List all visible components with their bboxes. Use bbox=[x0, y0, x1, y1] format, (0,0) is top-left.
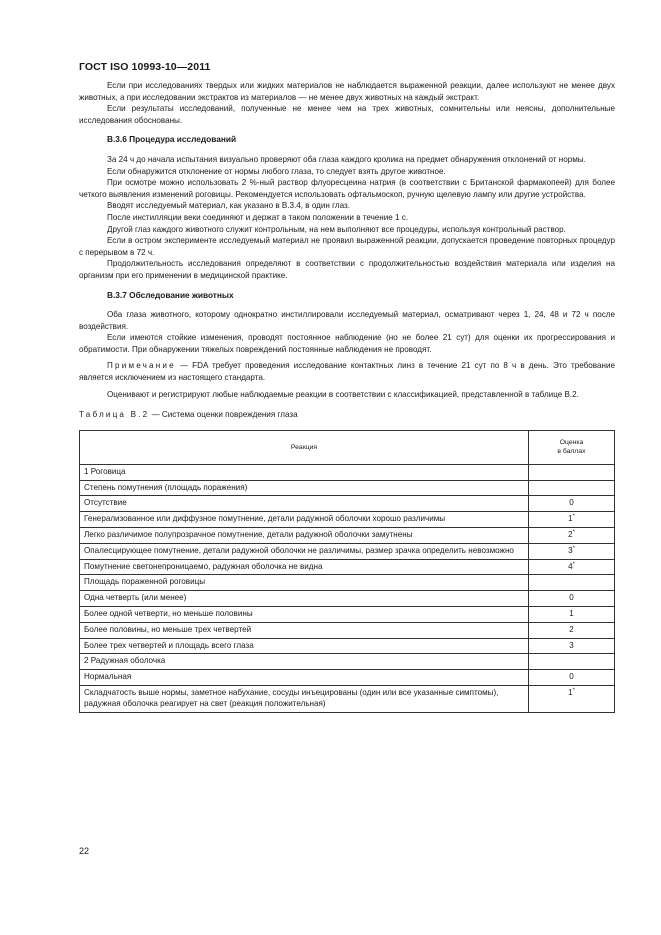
reaction-cell: Одна четверть (или менее) bbox=[80, 591, 529, 607]
table-caption-label: Таблица В.2 bbox=[79, 410, 150, 420]
page-number: 22 bbox=[79, 846, 90, 856]
score-cell bbox=[529, 654, 615, 670]
table-caption-text: — Система оценки повреждения глаза bbox=[149, 410, 298, 420]
score-cell bbox=[529, 670, 615, 686]
score-cell bbox=[529, 464, 615, 480]
table-row bbox=[80, 638, 615, 654]
paragraph: После инстилляции веки соединяют и держат в таком положении в течение 1 с. bbox=[107, 212, 409, 222]
reaction-cell: Площадь пораженной роговицы bbox=[80, 575, 529, 591]
score-cell bbox=[529, 543, 615, 559]
score-value: 2 bbox=[569, 624, 574, 634]
score-value: 0 bbox=[569, 593, 574, 603]
paragraph: Другой глаз каждого животного служит контрольным, на нем выполняют все процедуры, используя контрольный раствор. bbox=[107, 224, 566, 234]
section-heading-b37: В.3.7 Обследование животных bbox=[107, 289, 234, 300]
score-cell bbox=[529, 496, 615, 512]
paragraph: За 24 ч до начала испытания визуально проверяют оба глаза каждого кролика на предмет обнаружения отклонений от нормы. bbox=[107, 154, 586, 164]
reaction-cell: Опалесцирующее помутнение, детали радужной оболочки не различимы, размер зрачка определить невозможно bbox=[80, 543, 529, 559]
table-row bbox=[80, 496, 615, 512]
paragraph: При осмотре можно использовать 2 %-ный раствор флуоресцеина натрия (в соответствии с Британской фармакопеей) для более четкого выявления изменений роговицы. Рекомендуется использовать офтальмоскоп, ручную щелевую лампу или другие устройства. bbox=[79, 178, 615, 199]
reaction-cell: Более половины, но меньше трех четвертей bbox=[80, 622, 529, 638]
score-value: 0 bbox=[569, 498, 574, 508]
table-row bbox=[80, 575, 615, 591]
footnote-mark: * bbox=[572, 513, 575, 520]
column-header-score: Оценка в баллах bbox=[529, 430, 615, 464]
paragraph: Если имеются стойкие изменения, проводят постоянное наблюдение (но не более 21 сут) для оценки их прогрессирования и обратимости. При обнаружении тяжелых повреждений постоянные наблюдения не проводят. bbox=[79, 333, 615, 354]
score-value: 2 bbox=[568, 530, 573, 540]
score-value: 1 bbox=[568, 514, 573, 524]
table-row bbox=[80, 654, 615, 670]
footnote-mark: * bbox=[572, 560, 575, 567]
score-cell bbox=[529, 559, 615, 575]
reaction-cell: Нормальная bbox=[80, 670, 529, 686]
table-row bbox=[80, 559, 615, 575]
reaction-cell: 2 Радужная оболочка bbox=[80, 654, 529, 670]
paragraph: Вводят исследуемый материал, как указано в В.3.4, в один глаз. bbox=[107, 201, 350, 211]
score-value: 1 bbox=[568, 688, 573, 697]
page-content bbox=[79, 80, 615, 713]
table-body bbox=[80, 464, 615, 712]
score-cell bbox=[529, 575, 615, 591]
paragraph: Продолжительность исследования определяют в соответствии с продолжительностью воздействия материала или изделия на организм при его применении в медицинской практике. bbox=[79, 259, 615, 280]
score-value: 0 bbox=[569, 672, 574, 682]
score-value: 3 bbox=[568, 545, 573, 555]
table-row bbox=[80, 670, 615, 686]
score-value: 1 bbox=[569, 609, 574, 619]
table-row bbox=[80, 607, 615, 623]
score-value: 3 bbox=[569, 640, 574, 650]
score-cell bbox=[529, 528, 615, 544]
score-cell bbox=[529, 622, 615, 638]
score-value: 4 bbox=[568, 561, 573, 571]
eye-damage-scoring-table bbox=[79, 430, 615, 713]
note-text: — FDA требует проведения исследование контактных линз в течение 21 сут по 8 ч в день. Это требование является исключением из настоящего стандарта. bbox=[79, 361, 615, 383]
score-cell bbox=[529, 480, 615, 496]
reaction-cell: Более одной четверти, но меньше половины bbox=[80, 607, 529, 623]
footnote-mark: * bbox=[572, 545, 575, 552]
column-header-reaction: Реакция bbox=[80, 430, 529, 464]
paragraph: Оценивают и регистрируют любые наблюдаемые реакции в соответствии с классификацией, представленной в таблице В.2. bbox=[107, 389, 579, 399]
table-row bbox=[80, 512, 615, 528]
reaction-cell: Легко различимое полупрозрачное помутнение, детали радужной оболочки замутнены bbox=[80, 528, 529, 544]
reaction-cell: Генерализованное или диффузное помутнение, детали радужной оболочки хорошо различимы bbox=[80, 512, 529, 528]
table-row bbox=[80, 464, 615, 480]
table-row bbox=[80, 543, 615, 559]
paragraph: Если результаты исследований, полученные не менее чем на трех животных, сомнительны или неясны, дополнительные исследования обоснованы. bbox=[79, 104, 615, 125]
reaction-cell: Помутнение светонепроницаемо, радужная оболочка не видна bbox=[80, 559, 529, 575]
reaction-cell: Складчатость выше нормы, заметное набухание, сосуды инъецированы (один или все указанные симптомы), радужная оболочка реагирует на свет (реакция положительная) bbox=[80, 686, 529, 713]
score-cell bbox=[529, 591, 615, 607]
score-cell bbox=[529, 638, 615, 654]
paragraph: Если в остром эксперименте исследуемый материал не проявил выраженной реакции, допускается проведение повторных процедур с перерывом в 72 ч. bbox=[79, 236, 615, 257]
document-header: ГОСТ ISO 10993-10—2011 bbox=[79, 61, 211, 73]
footnote-mark: * bbox=[572, 687, 575, 694]
table-row bbox=[80, 591, 615, 607]
table-caption bbox=[79, 409, 615, 421]
note bbox=[79, 360, 615, 383]
reaction-cell: 1 Роговица bbox=[80, 464, 529, 480]
paragraph: Если обнаружится отклонение от нормы любого глаза, то следует взять другое животное. bbox=[107, 166, 446, 176]
reaction-cell: Отсутствие bbox=[80, 496, 529, 512]
footnote-mark: * bbox=[572, 529, 575, 536]
reaction-cell: Более трех четвертей и площадь всего глаза bbox=[80, 638, 529, 654]
score-cell bbox=[529, 512, 615, 528]
reaction-cell: Степень помутнения (площадь поражения) bbox=[80, 480, 529, 496]
table-header-row bbox=[80, 430, 615, 464]
table-row bbox=[80, 528, 615, 544]
score-cell bbox=[529, 686, 615, 713]
score-cell bbox=[529, 607, 615, 623]
note-label: Примечание bbox=[107, 361, 176, 371]
table-row bbox=[80, 686, 615, 713]
paragraph: Если при исследованиях твердых или жидких материалов не наблюдается выраженной реакции, далее используют не менее двух животных, а при исследовании экстрактов из материалов — не менее двух животных на каждый экстракт. bbox=[79, 81, 615, 102]
section-heading-b36: В.3.6 Процедура исследований bbox=[107, 134, 237, 145]
table-row bbox=[80, 480, 615, 496]
paragraph: Оба глаза животного, которому однократно инстиллировали исследуемый материал, осматривают через 1, 24, 48 и 72 ч после воздействия. bbox=[79, 310, 615, 331]
table-row bbox=[80, 622, 615, 638]
